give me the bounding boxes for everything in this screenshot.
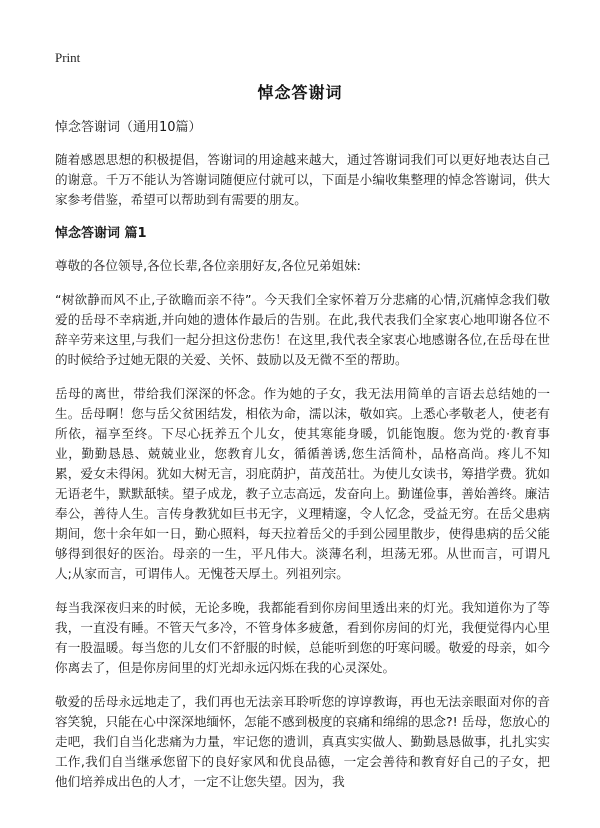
body-paragraph: “树欲静而风不止,子欲瞻而亲不待”。今天我们全家怀着万分悲痛的心情,沉痛悼念我们敬爱的岳母不幸病逝,并向她的遗体作最后的告别。在此,我代表我们全家衷心地叩谢各位不辞辛劳来这里,与我们一起分担这份悲伤！在这里,我代表全家衷心地感谢各位,在岳母在世的时候给予过她无限的关爱、关怀、鼓励以及无微不至的帮助。 xyxy=(55,292,550,367)
body-paragraph: 尊敬的各位领导,各位长辈,各位亲朋好友,各位兄弟姐妹: xyxy=(55,258,361,273)
intro-paragraph: 随着感恩思想的积极提倡，答谢词的用途越来越大，通过答谢词我们可以更好地表达自己的谢意。千万不能认为答谢词随便应付就可以，下面是小编收集整理的悼念答谢词，供大家参考借鉴，希望可以帮助到有需要的朋友。 xyxy=(55,152,550,207)
body-paragraph: 敬爱的岳母永远地走了，我们再也无法亲耳聆听您的谆谆教诲，再也无法亲眼面对你的音容笑貌，只能在心中深深地缅怀，怎能不感到极度的哀痛和绵绵的思念?! 岳母，您放心的走吧，我们自当化悲痛为力量，牢记您的遗训，真真实实做人、勤勤恳恳做事，扎扎实实工作,我们自当继承您留下的良好家风和优良品德，一定会善待和教育好自己的子女，把他们培养成出色的人才，一定不让您失望。因为，我 xyxy=(55,694,550,789)
document-title: 悼念答谢词 xyxy=(257,83,343,102)
body-paragraph: 每当我深夜归来的时候，无论多晚，我都能看到你房间里透出来的灯光。我知道你为了等我，一直没有睡。不管天气多冷，不管身体多疲惫，看到你房间的灯光，我便觉得内心里有一股温暖。每当您的儿女们不舒服的时候，总能听到您的吁寒问暖。敬爱的母亲，如今你离去了，但是你房间里的灯光却永远闪烁在我的心灵深处。 xyxy=(55,600,550,675)
print-link[interactable]: Print xyxy=(55,50,81,65)
body-paragraph: 岳母的离世，带给我们深深的怀念。作为她的子女，我无法用简单的言语去总结她的一生。岳母啊！您与岳父贫困结发，相依为命，濡以沫，敬如宾。上悉心孝敬老人，使老有所依，福享至终。下尽心抚养五个儿女，使其寒能身暖，饥能饱腹。您为党的·教育事业，勤勤恳恳、兢兢业业，您教育儿女，循循善诱,您生活简朴，品格高尚。疼儿不知累，爱女未得闲。犹如大树无言，羽庇荫护，苗茂茁壮。为使儿女读书，筹措学费。犹如无语老牛，默默舐犊。望子成龙，教子立志高远，发奋向上。勤谨俭事，善始善终。廉洁奉公，善待人生。言传身教犹如巨书无字，义理精邃，令人忆念，受益无穷。在岳父患病期间，您十余年如一日，勤心照料，每天拉着岳父的手到公园里散步，使得患病的岳父能够得到很好的医治。母亲的一生，平凡伟大。淡薄名利，坦荡无邪。从世而言，可谓凡人;从家而言，可谓伟人。无愧苍天厚土。列祖列宗。 xyxy=(55,386,550,581)
document-subtitle: 悼念答谢词（通用10篇） xyxy=(55,120,202,135)
section-heading: 悼念答谢词 篇1 xyxy=(55,226,147,241)
document-body xyxy=(55,118,550,806)
